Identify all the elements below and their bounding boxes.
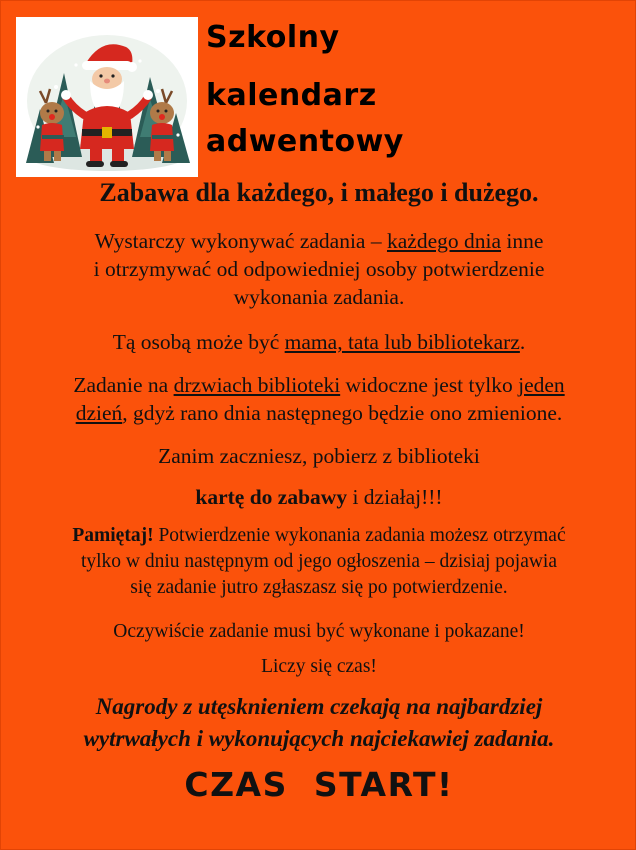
prizes-line-1: Nagrody z utęsknieniem czekają na najbardziej	[95, 694, 543, 719]
library-door-emphasis: drzwiach biblioteki	[173, 373, 341, 397]
one-emphasis: jeden	[518, 373, 565, 397]
title-line-2: kalendarz	[206, 78, 377, 113]
paragraph-remember	[1, 523, 636, 601]
paragraph-instructions	[1, 227, 636, 311]
remember-line-2: tylko w dniu następnym od jego ogłoszenia – dzisiaj pojawia	[80, 551, 558, 572]
game-card-emphasis: kartę do zabawy	[195, 485, 348, 509]
time-start-heading: CZAS START!	[184, 765, 454, 804]
task-text-c: widoczne jest tylko	[340, 373, 519, 397]
paragraph-task-location	[1, 371, 636, 427]
paragraph-must-be-shown: Oczywiście zadanie musi być wykonane i pokazane!	[113, 621, 525, 642]
prizes-line-2: wytrwałych i wykonujących najciekawiej zadania.	[83, 726, 555, 751]
instructions-line-3: wykonania zadania.	[233, 285, 405, 309]
task-line-2	[1, 399, 636, 427]
instructions-line-2: i otrzymywać od odpowiedniej osoby potwierdzenie	[93, 257, 545, 281]
remember-text-b: Potwierdzenie wykonania zadania możesz otrzymać	[153, 525, 566, 546]
instructions-text-a: Wystarczy wykonywać zadania –	[94, 229, 387, 253]
instructions-text-c: inne	[501, 229, 544, 253]
remember-emphasis: Pamiętaj!	[72, 525, 154, 546]
paragraph-before-start: Zanim zaczniesz, pobierz z biblioteki	[158, 444, 480, 468]
prizes-note	[1, 691, 636, 755]
remember-line-3: się zadanie jutro zgłaszasz się po potwierdzenie.	[130, 577, 508, 598]
task-text-f: , gdyż rano dnia następnego będzie ono zmienione.	[122, 401, 563, 425]
person-text-c: .	[519, 330, 526, 354]
get-card-text-b: i działaj!!!	[347, 485, 443, 509]
poster-subtitle: Zabawa dla każdego, i małego i dużego.	[99, 178, 539, 207]
person-text-a: Tą osobą może być	[112, 330, 285, 354]
task-line-1	[1, 371, 636, 399]
remember-line-1	[1, 523, 636, 549]
instructions-line-1	[1, 227, 636, 255]
paragraph-confirming-person	[1, 328, 636, 356]
every-day-emphasis: każdego dnia	[386, 229, 502, 253]
paragraph-time-counts: Liczy się czas!	[261, 656, 377, 677]
person-list-emphasis: mama, tata lub bibliotekarz	[284, 330, 520, 354]
title-line-3: adwentowy	[206, 124, 404, 159]
title-line-1: Szkolny	[206, 20, 340, 55]
santa-reindeer-image	[16, 17, 198, 177]
paragraph-get-card	[1, 483, 636, 511]
task-text-a: Zadanie na	[73, 373, 174, 397]
santa-illustration	[16, 17, 198, 177]
day-emphasis: dzień	[75, 401, 123, 425]
